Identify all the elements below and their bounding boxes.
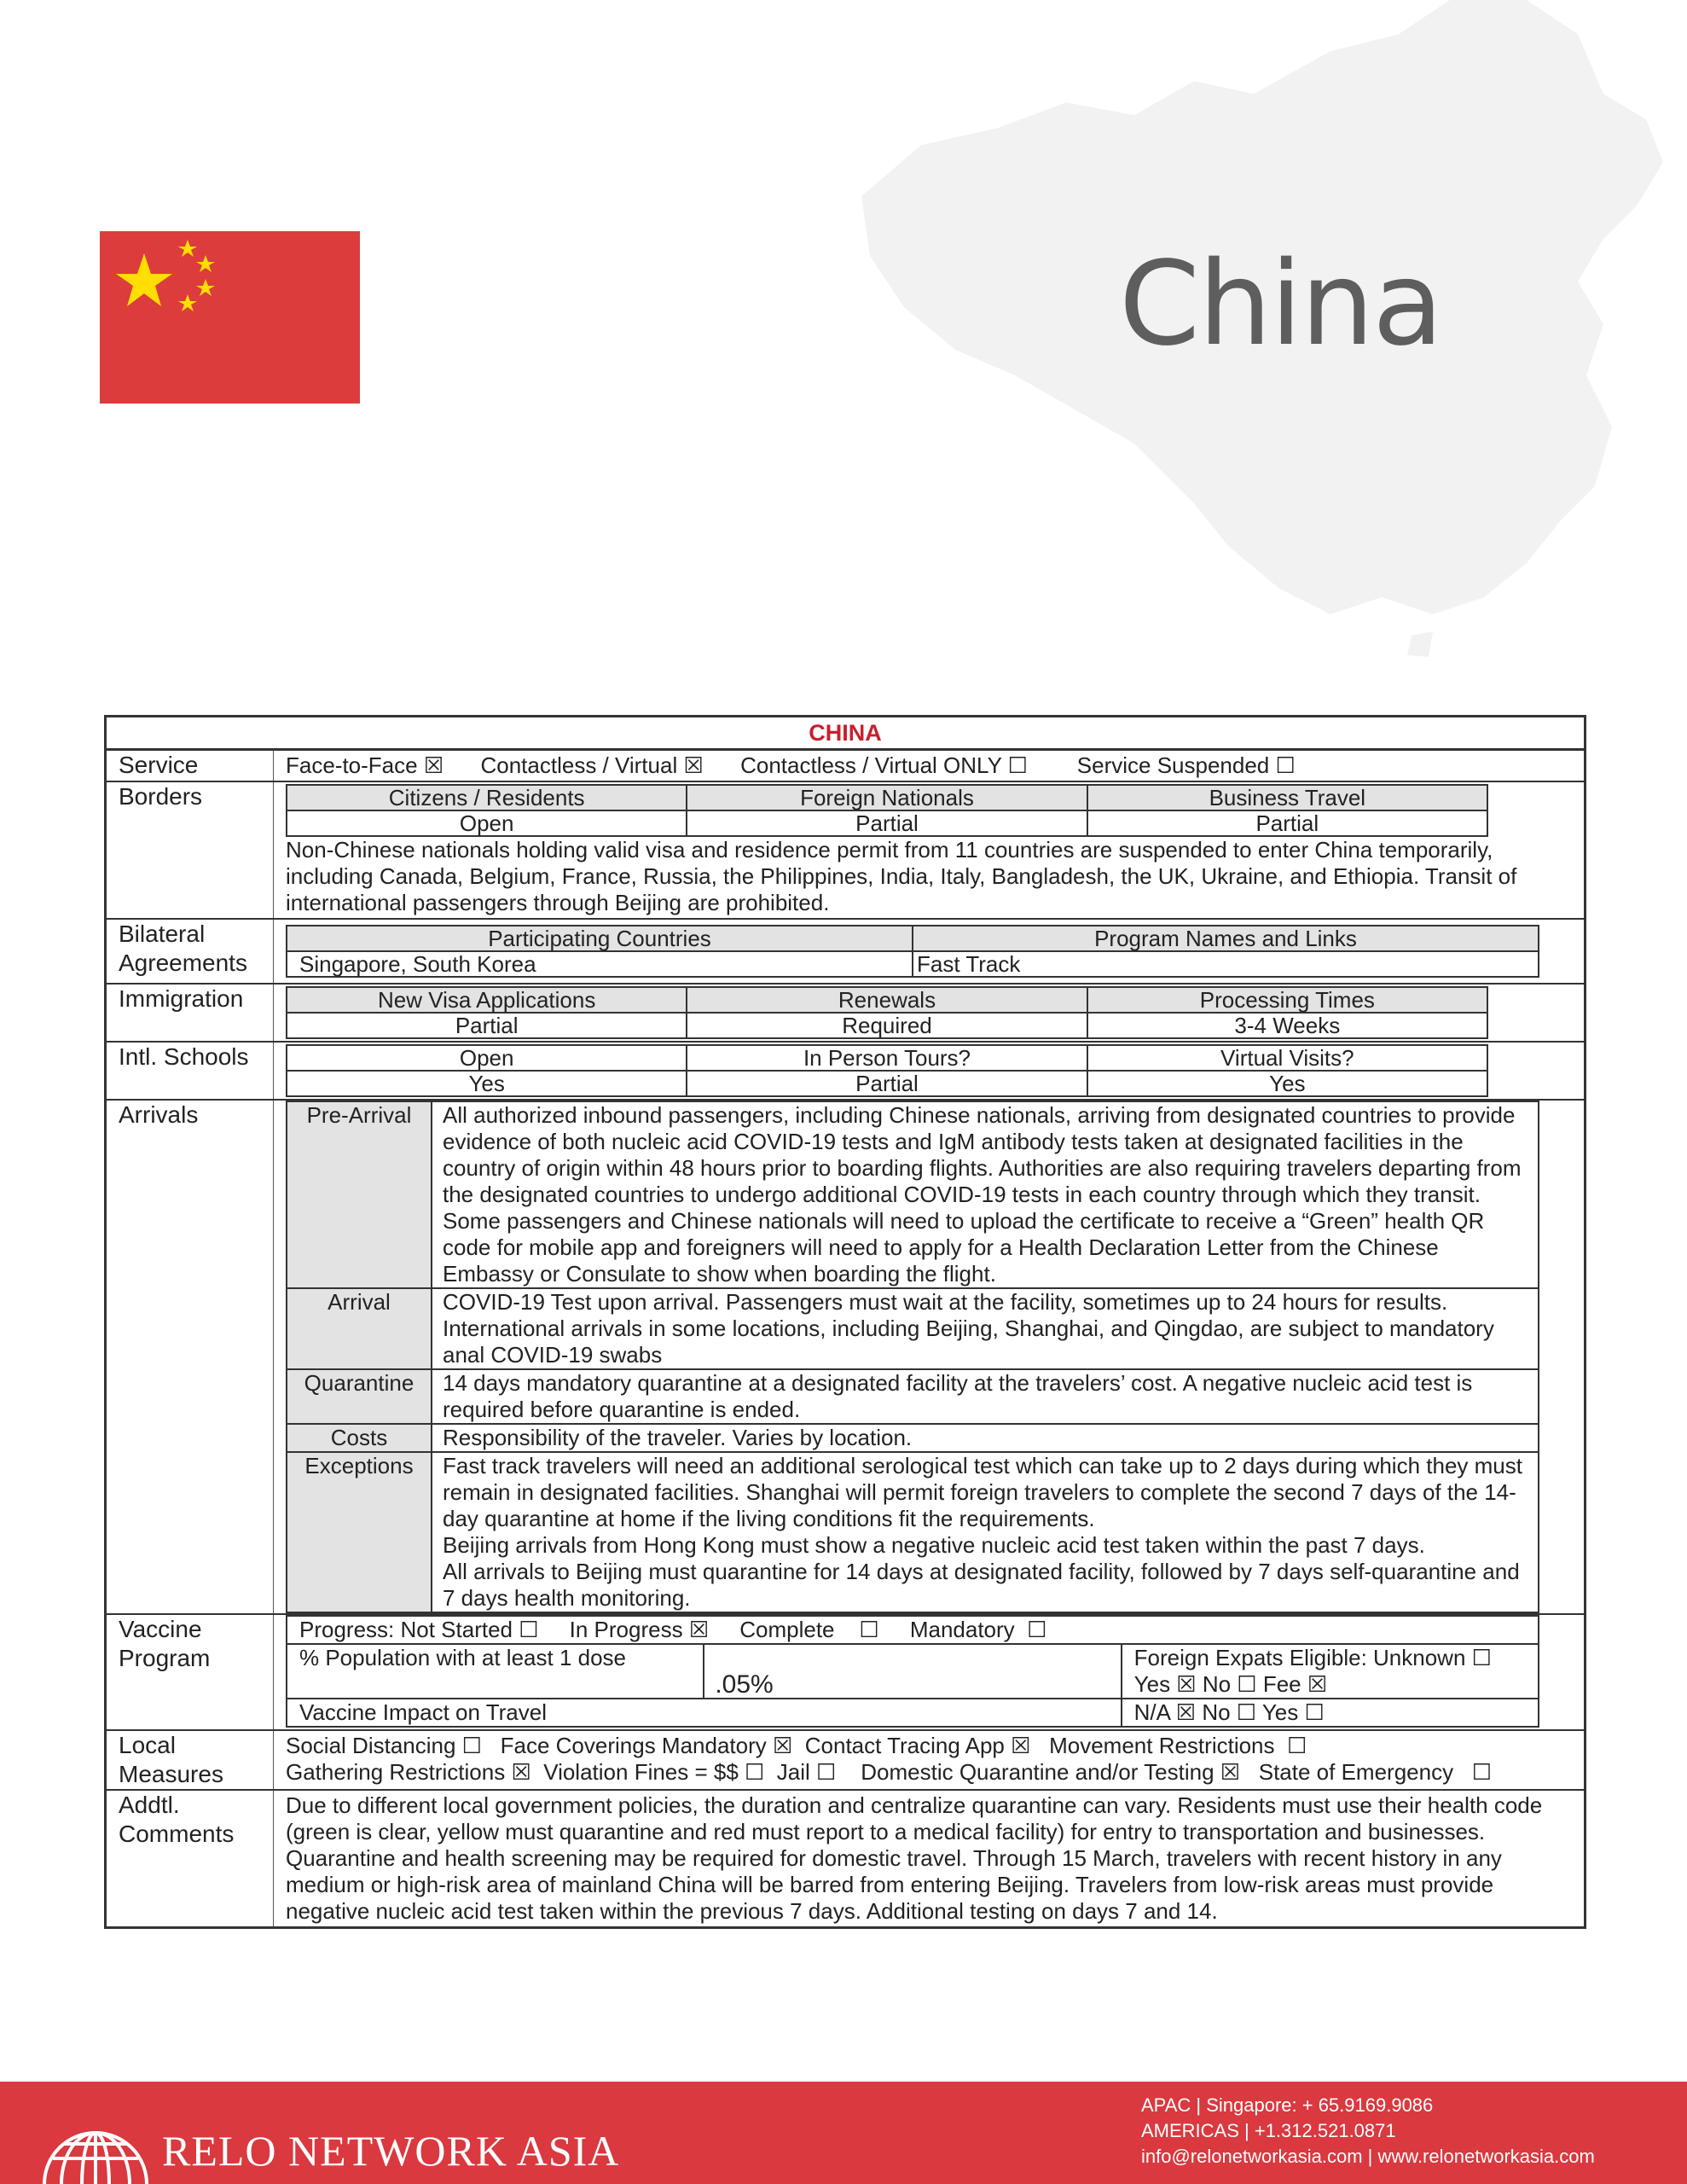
arrivals-item-label: Exceptions (287, 1452, 432, 1612)
row-label-schools: Intl. Schools (107, 1043, 274, 1099)
vaccine-row (107, 1615, 1584, 1731)
arrivals-item-label: Costs (287, 1424, 432, 1452)
row-label-vaccine: Vaccine Program (107, 1615, 274, 1729)
arrivals-item (287, 1452, 1539, 1612)
impact-options: N/A ☒ No ☐ Yes ☐ (1122, 1699, 1539, 1727)
immigration-value: Partial (287, 1013, 687, 1038)
service-row (107, 751, 1584, 782)
bilateral-header: Participating Countries (287, 926, 913, 951)
schools-header: Open (287, 1045, 687, 1071)
contact-info (1141, 2093, 1595, 2169)
local-measures-row (107, 1731, 1584, 1791)
schools-value: Yes (287, 1071, 687, 1096)
flag-large-star (116, 253, 172, 306)
borders-value: Partial (1087, 810, 1487, 836)
borders-note: Non-Chinese nationals holding valid visa and residence permit from 11 countries are suspended to enter China temporarily, including Canada, Belgium, France, Russia, the Philippines, India, Italy, Bangladesh, the UK, Ukraine, and Ethiopia. Transit of international passengers through Beijing are prohibited. (286, 837, 1517, 915)
schools-header: Virtual Visits? (1087, 1045, 1487, 1071)
vaccine-progress: Progress: Not Started ☐ In Progress ☒ Complete ☐ Mandatory ☐ (287, 1616, 1539, 1644)
china-flag-icon (100, 231, 360, 404)
borders-table (286, 784, 1488, 837)
contact-line[interactable]: info@relonetworkasia.com | www.relonetworkasia.com (1141, 2146, 1595, 2167)
row-label-local: Local Measures (107, 1731, 274, 1789)
bilateral-value: Singapore, South Korea (287, 951, 913, 977)
arrivals-table (286, 1101, 1539, 1613)
row-label-arrivals: Arrivals (107, 1101, 274, 1613)
arrivals-item-label: Arrival (287, 1288, 432, 1369)
schools-table (286, 1044, 1488, 1097)
table-title: CHINA (107, 717, 1584, 751)
flag-small-star-3 (196, 279, 215, 296)
flag-small-star-1 (178, 240, 197, 257)
arrivals-item-text: All authorized inbound passengers, including Chinese nationals, arriving from designated countries to provide evidence of both nucleic acid COVID-19 tests and IgM antibody tests taken at designated facilities in the country of origin within 48 hours prior to boarding flights. Authorities are also requiring travelers departing from the designated countries to undergo additional COVID-19 tests in each country through which they transit. Some passengers and Chinese nationals will need to upload the certificate to receive a “Green” health QR code for mobile app and foreigners will need to apply for a Health Declaration Letter from the Chinese Embassy or Consulate to show when boarding the flight. (432, 1101, 1539, 1288)
borders-value: Partial (687, 810, 1087, 836)
immigration-value: 3-4 Weeks (1087, 1013, 1487, 1038)
local-measures-line: Social Distancing ☐ Face Coverings Mandatory ☒ Contact Tracing App ☒ Movement Restrictions ☐ (286, 1733, 1307, 1758)
contact-line: AMERICAS | +1.312.521.0871 (1141, 2120, 1396, 2141)
bilateral-value: Fast Track (913, 951, 1539, 977)
population-value: .05% (704, 1644, 1121, 1699)
arrivals-row (107, 1101, 1584, 1615)
arrivals-item (287, 1424, 1539, 1452)
brand-name: RELO NETWORK ASIA (162, 2127, 620, 2175)
row-label-service: Service (107, 751, 274, 781)
immigration-table (286, 986, 1488, 1039)
schools-value: Yes (1087, 1071, 1487, 1096)
immigration-header: Processing Times (1087, 987, 1487, 1013)
impact-label: Vaccine Impact on Travel (287, 1699, 1122, 1727)
row-label-borders: Borders (107, 782, 274, 918)
page-title: China (1119, 237, 1442, 372)
bilateral-header: Program Names and Links (913, 926, 1539, 951)
row-label-bilateral: Bilateral Agreements (107, 920, 274, 983)
population-label: % Population with at least 1 dose (287, 1644, 704, 1699)
arrivals-item-text: Fast track travelers will need an additional serological test which can take up to 2 days during which they must remain in designated facilities. Shanghai will permit foreign travelers to complete the second 7 days of the 14-day quarantine at home if the living conditions fit the requirements. Beijing arrivals from Hong Kong must show a negative nucleic acid test taken within the past 7 days. All arrivals to Beijing must quarantine for 14 days at designated facility, followed by 7 days self-quarantine and 7 days health monitoring. (432, 1452, 1539, 1612)
bilateral-table (286, 925, 1539, 978)
borders-header: Foreign Nationals (687, 785, 1087, 810)
row-label-immigration: Immigration (107, 985, 274, 1041)
arrivals-item-text: Responsibility of the traveler. Varies by location. (432, 1424, 1539, 1452)
bilateral-row (107, 920, 1584, 985)
schools-value: Partial (687, 1071, 1087, 1096)
arrivals-item (287, 1288, 1539, 1369)
globe-logo-icon (38, 2094, 154, 2184)
arrivals-item-text: 14 days mandatory quarantine at a designated facility at the travelers’ cost. A negative nucleic acid test is required before quarantine is ended. (432, 1369, 1539, 1424)
borders-header: Citizens / Residents (287, 785, 687, 810)
local-measures-line: Gathering Restrictions ☒ Violation Fines = $$ ☐ Jail ☐ Domestic Quarantine and/or Testing ☒ State of Emergency ☐ (286, 1759, 1493, 1785)
borders-row (107, 782, 1584, 920)
arrivals-item-label: Quarantine (287, 1369, 432, 1424)
borders-value: Open (287, 810, 687, 836)
immigration-row (107, 985, 1584, 1043)
flag-small-star-2 (196, 255, 215, 272)
row-label-comments: Addtl. Comments (107, 1791, 274, 1926)
schools-header: In Person Tours? (687, 1045, 1087, 1071)
schools-row (107, 1043, 1584, 1101)
immigration-value: Required (687, 1013, 1087, 1038)
immigration-header: New Visa Applications (287, 987, 687, 1013)
comments-row (107, 1791, 1584, 1926)
immigration-header: Renewals (687, 987, 1087, 1013)
arrivals-item (287, 1369, 1539, 1424)
country-info-table (104, 715, 1586, 1929)
vaccine-table (286, 1615, 1539, 1728)
expats-eligible: Foreign Expats Eligible: Unknown ☐ Yes ☒ No ☐ Fee ☒ (1122, 1644, 1539, 1699)
contact-line: APAC | Singapore: + 65.9169.9086 (1141, 2094, 1434, 2116)
arrivals-item (287, 1101, 1539, 1288)
flag-small-star-4 (178, 294, 197, 311)
arrivals-item-text: COVID-19 Test upon arrival. Passengers must wait at the facility, sometimes up to 24 hours for results. International arrivals in some locations, including Beijing, Shanghai, and Qingdao, are subject to mandatory anal COVID-19 swabs (432, 1288, 1539, 1369)
arrivals-item-label: Pre-Arrival (287, 1101, 432, 1288)
borders-header: Business Travel (1087, 785, 1487, 810)
service-options: Face-to-Face ☒ Contactless / Virtual ☒ Contactless / Virtual ONLY ☐ Service Suspended ☐ (286, 752, 1296, 778)
comments-text: Due to different local government policies, the duration and centralize quarantine can vary. Residents must use their health code (green is clear, yellow must quarantine and red must report to a medical facility) for entry to transportation and businesses. Quarantine and health screening may be required for domestic travel. Through 15 March, travelers with recent history in any medium or high-risk area of mainland China will be barred from entering Beijing. Travelers from low-risk areas must provide negative nucleic acid test taken within the previous 7 days. Additional testing on days 7 and 14. (286, 1792, 1543, 1924)
